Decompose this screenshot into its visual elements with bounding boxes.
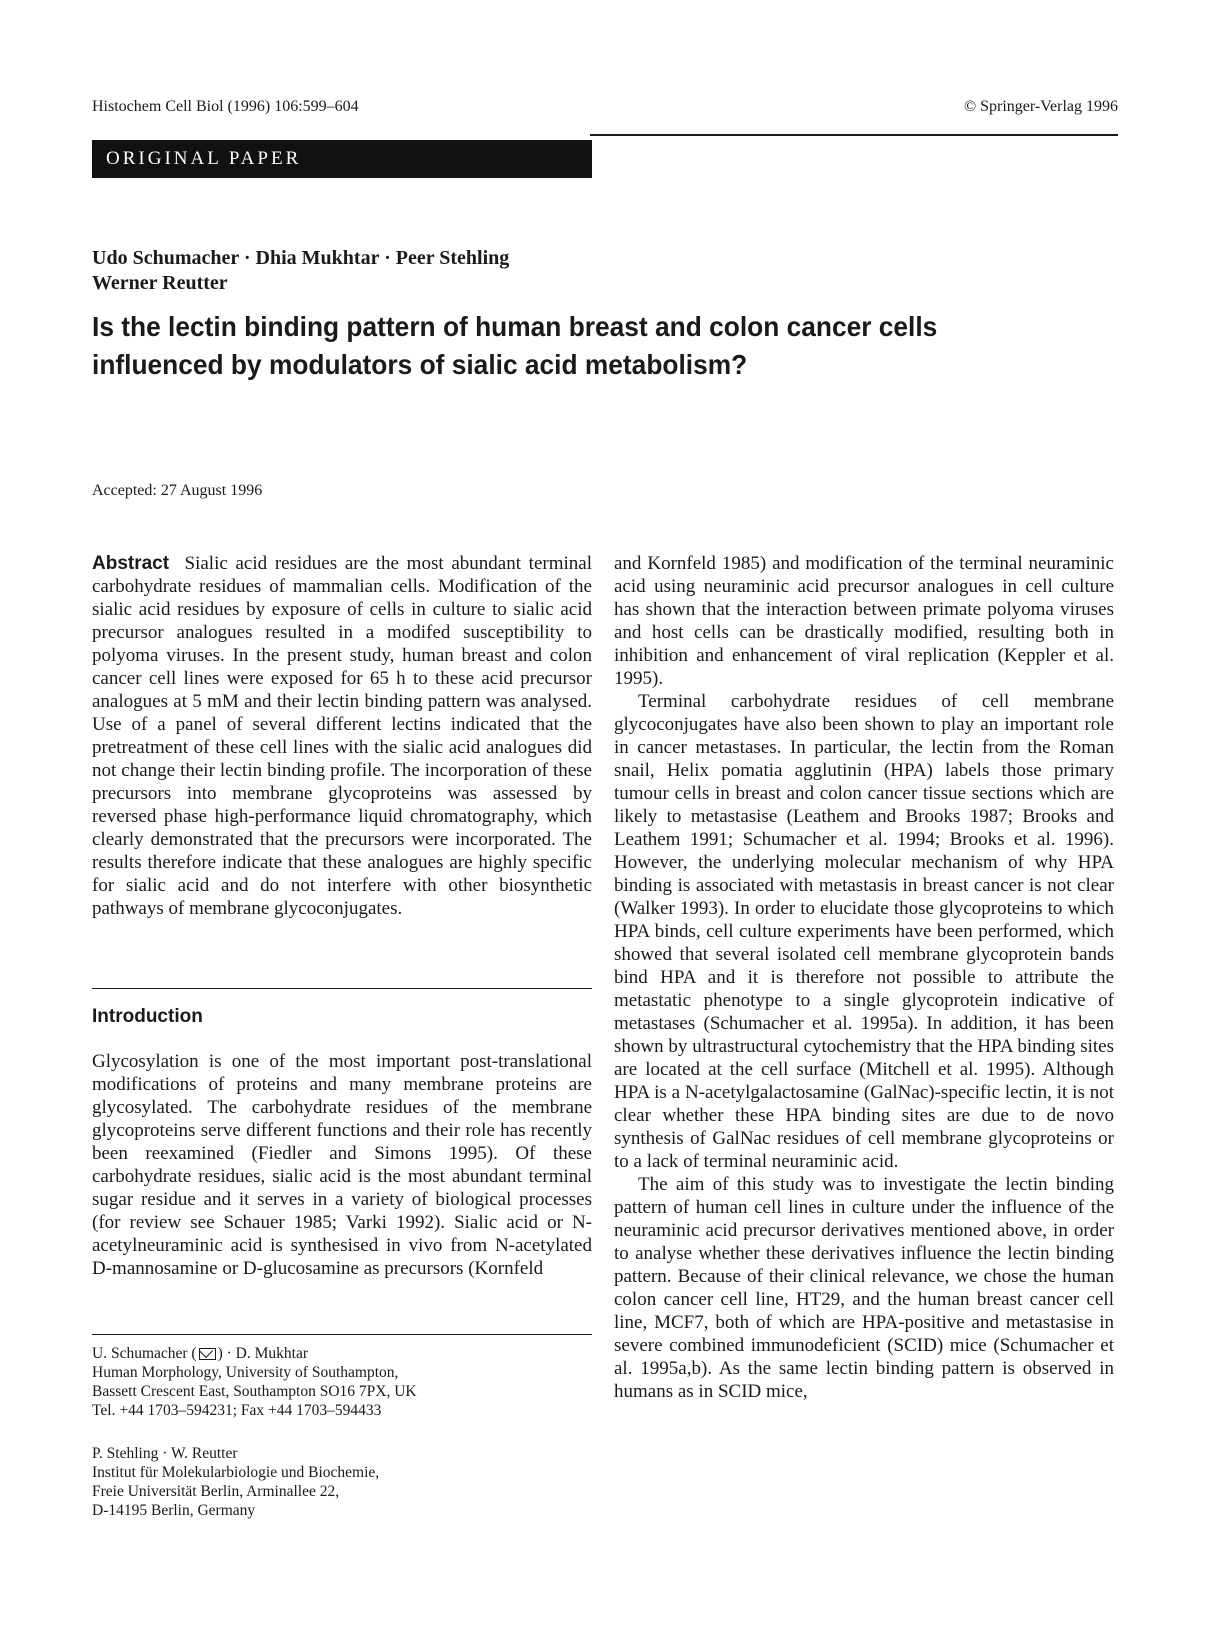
- abstract-heading: Abstract: [92, 553, 170, 574]
- affiliation-2-university: Freie Universität Berlin, Arminallee 22,: [92, 1483, 340, 1500]
- author-line-1: Udo Schumacher · Dhia Mukhtar · Peer Stehling: [92, 247, 510, 269]
- footnote-rule: [92, 1334, 592, 1335]
- affiliation-2-institute: Institut für Molekularbiologie und Biochemie,: [92, 1464, 380, 1481]
- author-list: [92, 246, 509, 296]
- journal-citation: Histochem Cell Biol (1996) 106:599–604: [92, 98, 359, 115]
- body-paragraph-3: The aim of this study was to investigate the lectin binding pattern of human cell lines in culture under the influence of the neuraminic acid precursor derivatives mentioned above, in order to analyse whether these derivatives influence the lectin binding pattern. Because of their clinical relevance, we chose the human colon cancer cell line, HT29, and the human breast cancer cell line, MCF7, both of which are HPA-positive and metastasise in severe combined immunodeficient (SCID) mice (Schumacher et al. 1995a,b). As the same lectin binding pattern is observed in humans as in SCID mice,: [614, 1174, 1114, 1402]
- affiliation-1-phone: Tel. +44 1703–594231; Fax +44 1703–594433: [92, 1402, 382, 1419]
- affiliation-2-city: D-14195 Berlin, Germany: [92, 1502, 256, 1519]
- body-paragraph-2: Terminal carbohydrate residues of cell membrane glycoconjugates have also been shown to play an important role in cancer metastases. In particular, the lectin from the Roman snail, Helix pomatia agglutinin (HPA) labels those primary tumour cells in breast and colon cancer tissue sections which are likely to metastasise (Leathem and Brooks 1987; Brooks and Leathem 1991; Schumacher et al. 1994; Brooks et al. 1996). However, the underlying molecular mechanism of why HPA binding is associated with metastasis in breast cancer is not clear (Walker 1993). In order to elucidate those glycoproteins to which HPA binds, cell culture experiments have been performed, which showed that several isolated cell membrane glycoprotein bands bind HPA and it is therefore not possible to attribute the metastatic phenotype to a single glycoprotein indicative of metastases (Schumacher et al. 1995a). In addition, it has been shown by ultrastructural cytochemistry that the HPA binding sites are located at the cell surface (Mitchell et al. 1995). Although HPA is a N-acetylgalactosamine (GalNac)-specific lectin, it is not clear whether these HPA binding sites are due to de novo synthesis of GalNac residues of cell membrane glycoproteins or to a lack of terminal neuraminic acid.: [614, 691, 1114, 1172]
- corresponding-authors: U. Schumacher ( ) · D. Mukhtar: [92, 1345, 308, 1362]
- affiliation-2-names: P. Stehling · W. Reutter: [92, 1445, 238, 1462]
- paper-title: [92, 308, 1070, 384]
- accepted-date: Accepted: 27 August 1996: [92, 482, 263, 499]
- header-rule: [590, 134, 1118, 136]
- copyright-notice: © Springer-Verlag 1996: [963, 98, 1118, 115]
- envelope-icon: [199, 1348, 216, 1360]
- article-type-badge: ORIGINAL PAPER: [92, 140, 592, 178]
- affiliation-1-address: Bassett Crescent East, Southampton SO16 7PX, UK: [92, 1383, 417, 1400]
- abstract: [92, 552, 592, 920]
- affiliation-2: [92, 1444, 592, 1520]
- section-rule: [92, 988, 592, 989]
- author-line-2: Werner Reutter: [92, 272, 228, 294]
- body-paragraph-1: and Kornfeld 1985) and modification of the terminal neuraminic acid using neuraminic acid precursor analogues in cell culture has shown that the interaction between primate polyoma viruses and host cells can be drastically modified, resulting both in inhibition and enhancement of viral replication (Keppler et al. 1995).: [614, 553, 1114, 689]
- affiliation-1: [92, 1344, 592, 1420]
- body-right-column: [614, 552, 1114, 1403]
- affiliation-1-dept: Human Morphology, University of Southampton,: [92, 1364, 399, 1381]
- introduction-heading: Introduction: [92, 1006, 203, 1027]
- title-line-1: Is the lectin binding pattern of human breast and colon cancer cells: [92, 311, 938, 342]
- introduction-text: [92, 1050, 592, 1280]
- abstract-text: Sialic acid residues are the most abundant terminal carbohydrate residues of mammalian cells. Modification of the sialic acid residues by exposure of cells in culture to sialic acid precursor analogues resulted in a modifed susceptibility to polyoma viruses. In the present study, human breast and colon cancer cell lines were exposed for 65 h to these acid precursor analogues at 5 mM and their lectin binding pattern was analysed. Use of a panel of several different lectins indicated that the pretreatment of these cell lines with the sialic acid analogues did not change their lectin binding profile. The incorporation of these precursors into membrane glycoproteins was assessed by reversed phase high-performance liquid chromatography, which clearly demonstrated that the precursors were incorporated. The results therefore indicate that these analogues are highly specific for sialic acid and do not interfere with other biosynthetic pathways of membrane glycoconjugates.: [92, 553, 592, 919]
- title-line-2: influenced by modulators of sialic acid metabolism?: [92, 349, 748, 380]
- introduction-paragraph: Glycosylation is one of the most important post-translational modifications of proteins and many membrane proteins are glycosylated. The carbohydrate residues of the membrane glycoproteins serve different functions and their role has recently been reexamined (Fiedler and Simons 1995). Of these carbohydrate residues, sialic acid is the most abundant terminal sugar residue and it serves in a variety of biological processes (for review see Schauer 1985; Varki 1992). Sialic acid or N-acetylneuraminic acid is synthesised in vivo from N-acetylated D-mannosamine or D-glucosamine as precursors (Kornfeld: [92, 1051, 592, 1279]
